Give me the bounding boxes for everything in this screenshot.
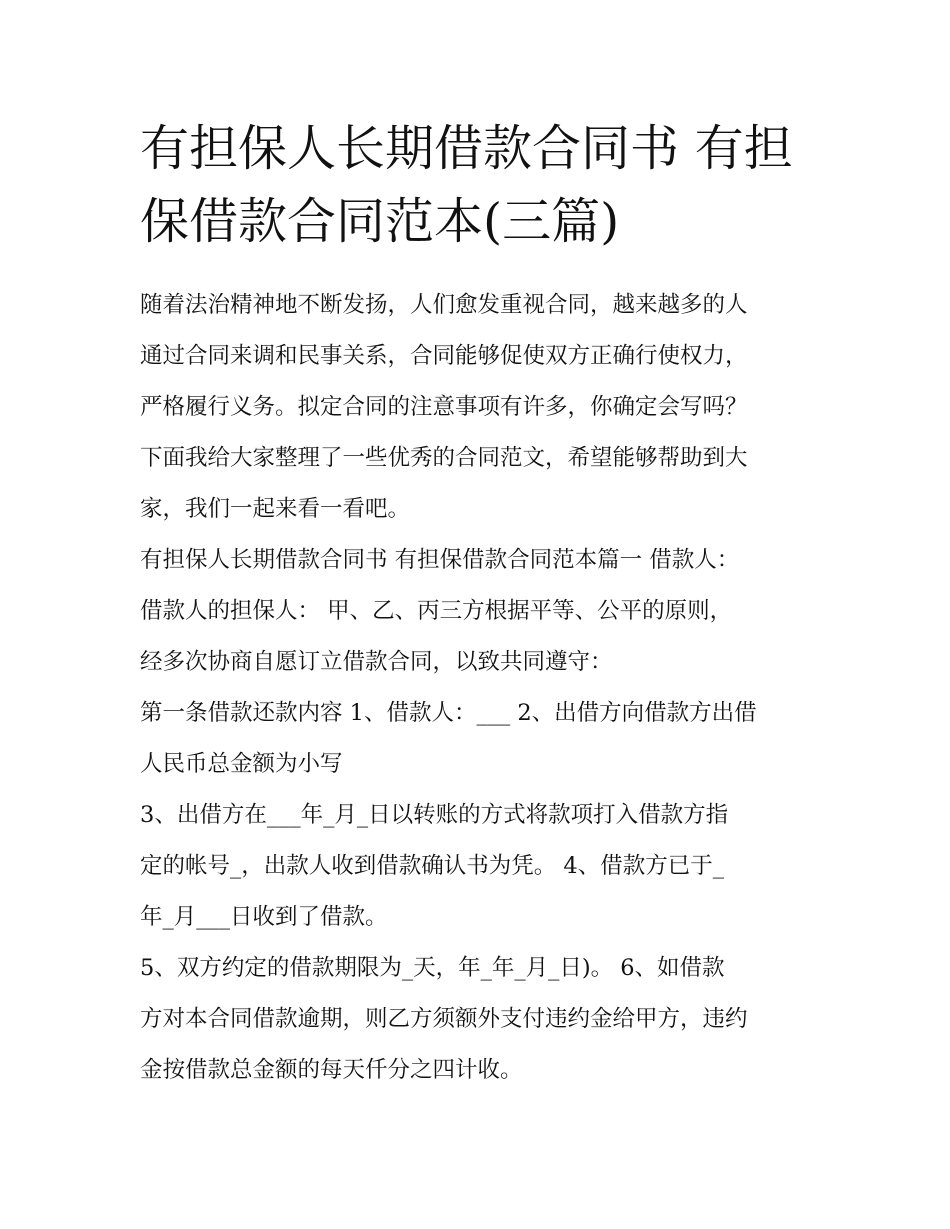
body-line-9: 第一条借款还款内容 1、借款人：___ 2、出借方向借款方出借: [140, 700, 757, 726]
document-body: [140, 280, 820, 1096]
body-line-13: 年_月___日收到了借款。: [140, 904, 388, 930]
body-line-14: 5、双方约定的借款期限为_天，年_年_月_日)。 6、如借款: [140, 955, 725, 981]
title-line-2: 保借款合同范本(三篇): [140, 193, 620, 250]
body-line-6: 有担保人长期借款合同书 有担保借款合同范本篇一 借款人：: [140, 547, 740, 573]
body-line-11: 3、出借方在___年_月_日以转账的方式将款项打入借款方指: [140, 802, 729, 828]
body-line-3: 严格履行义务。拟定合同的注意事项有许多，你确定会写吗？: [140, 394, 748, 420]
body-line-10: 人民币总金额为小写: [140, 751, 343, 777]
body-line-2: 通过合同来调和民事关系，合同能够促使双方正确行使权力，: [140, 343, 748, 369]
body-line-12: 定的帐号_，出款人收到借款确认书为凭。 4、借款方已于_: [140, 853, 724, 879]
body-line-1: 随着法治精神地不断发扬，人们愈发重视合同，越来越多的人: [140, 292, 748, 318]
body-line-7: 借款人的担保人： 甲、乙、丙三方根据平等、公平的原则，: [140, 598, 733, 624]
document-title: [140, 112, 820, 258]
body-line-5: 家，我们一起来看一看吧。: [140, 496, 411, 522]
body-line-4: 下面我给大家整理了一些优秀的合同范文，希望能够帮助到大: [140, 445, 748, 471]
body-line-15: 方对本合同借款逾期，则乙方须额外支付违约金给甲方，违约: [140, 1006, 748, 1032]
body-line-8: 经多次协商自愿订立借款合同，以致共同遵守：: [140, 649, 613, 675]
title-line-1: 有担保人长期借款合同书 有担: [140, 120, 793, 177]
body-line-16: 金按借款总金额的每天仟分之四计收。: [140, 1057, 523, 1083]
